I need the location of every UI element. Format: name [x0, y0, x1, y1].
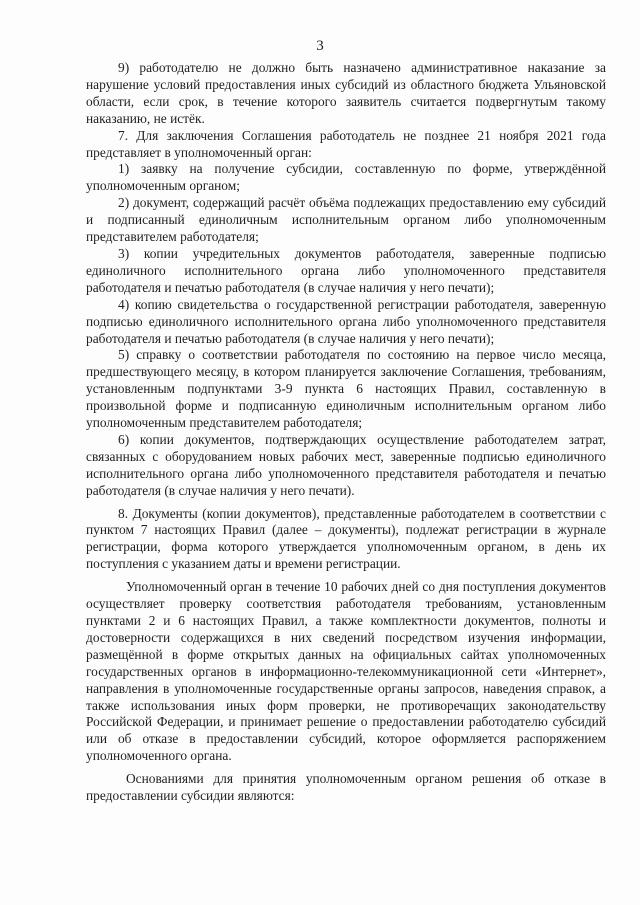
paragraph-7-item-5: 5) справку о соответствии работодателя по состоянию на первое число месяца, предшествующего месяцу, в котором планируется заключение Соглашения, требованиям, установленным подпунктами 3-9 пункта 6 настоящих Правил, составленную в произвольной форме и подписанную единоличным исполнительным органом либо уполномоченным представителем работодателя;: [86, 347, 606, 431]
paragraph-9-requirement: 9) работодателю не должно быть назначено административное наказание за нарушение условий предоставления иных субсидий из областного бюджета Ульяновской области, если срок, в течение которого заявитель считается подвергнутым такому наказанию, не истёк.: [86, 60, 606, 126]
paragraph-7-item-3: 3) копии учредительных документов работодателя, заверенные подписью единоличного исполнительного органа либо уполномоченного представителя работодателя и печатью работодателя (в случае наличия у него печати);: [86, 245, 606, 295]
paragraph-8: 8. Документы (копии документов), представленные работодателем в соответствии с пунктом 7 настоящих Правил (далее – документы), подлежат регистрации в журнале регистрации, форма которого утверждается уполномоченным органом, в день их поступления с указанием даты и времени регистрации.: [86, 505, 606, 572]
document-body: [86, 60, 606, 805]
paragraph-7-item-6: 6) копии документов, подтверждающих осуществление работодателем затрат, связанных с оборудованием новых рабочих мест, заверенные подписью единоличного исполнительного органа либо уполномоченного представителя работодателя и печатью работодателя (в случае наличия у него печати).: [86, 431, 606, 498]
paragraph-refusal-grounds: Основаниями для принятия уполномоченным органом решения об отказе в предоставлении субсидии являются:: [86, 771, 606, 804]
paragraph-7-intro: 7. Для заключения Соглашения работодатель не позднее 21 ноября 2021 года представляет в уполномоченный орган:: [86, 127, 606, 160]
paragraph-7-item-2: 2) документ, содержащий расчёт объёма подлежащих предоставлению ему субсидий и подписанный единоличным исполнительным органом либо уполномоченным представителем работодателя;: [86, 195, 606, 245]
paragraph-7-item-4: 4) копию свидетельства о государственной регистрации работодателя, заверенную подписью единоличного исполнительного органа либо уполномоченного представителя работодателя и печатью работодателя (в случае наличия у него печати);: [86, 296, 606, 346]
page-number: 3: [316, 38, 324, 54]
paragraph-7-item-1: 1) заявку на получение субсидии, составленную по форме, утверждённой уполномоченным органом;: [86, 161, 606, 194]
paragraph-8-review: Уполномоченный орган в течение 10 рабочих дней со дня поступления документов осуществляет проверку соответствия работодателя требованиям, установленным пунктами 2 и 6 настоящих Правил, а также комплектности документов, полноты и достоверности содержащихся в них сведений посредством изучения информации, размещённой в форме открытых данных на официальных сайтах уполномоченных государственных органов в информационно-телекоммуникационной сети «Интернет», направления в уполномоченные государственные органы запросов, наведения справок, а также использования иных форм проверки, не противоречащих законодательству Российской Федерации, и принимает решение о предоставлении работодателю субсидий или об отказе в предоставлении субсидий, которое оформляется распоряжением уполномоченного органа.: [86, 579, 606, 764]
